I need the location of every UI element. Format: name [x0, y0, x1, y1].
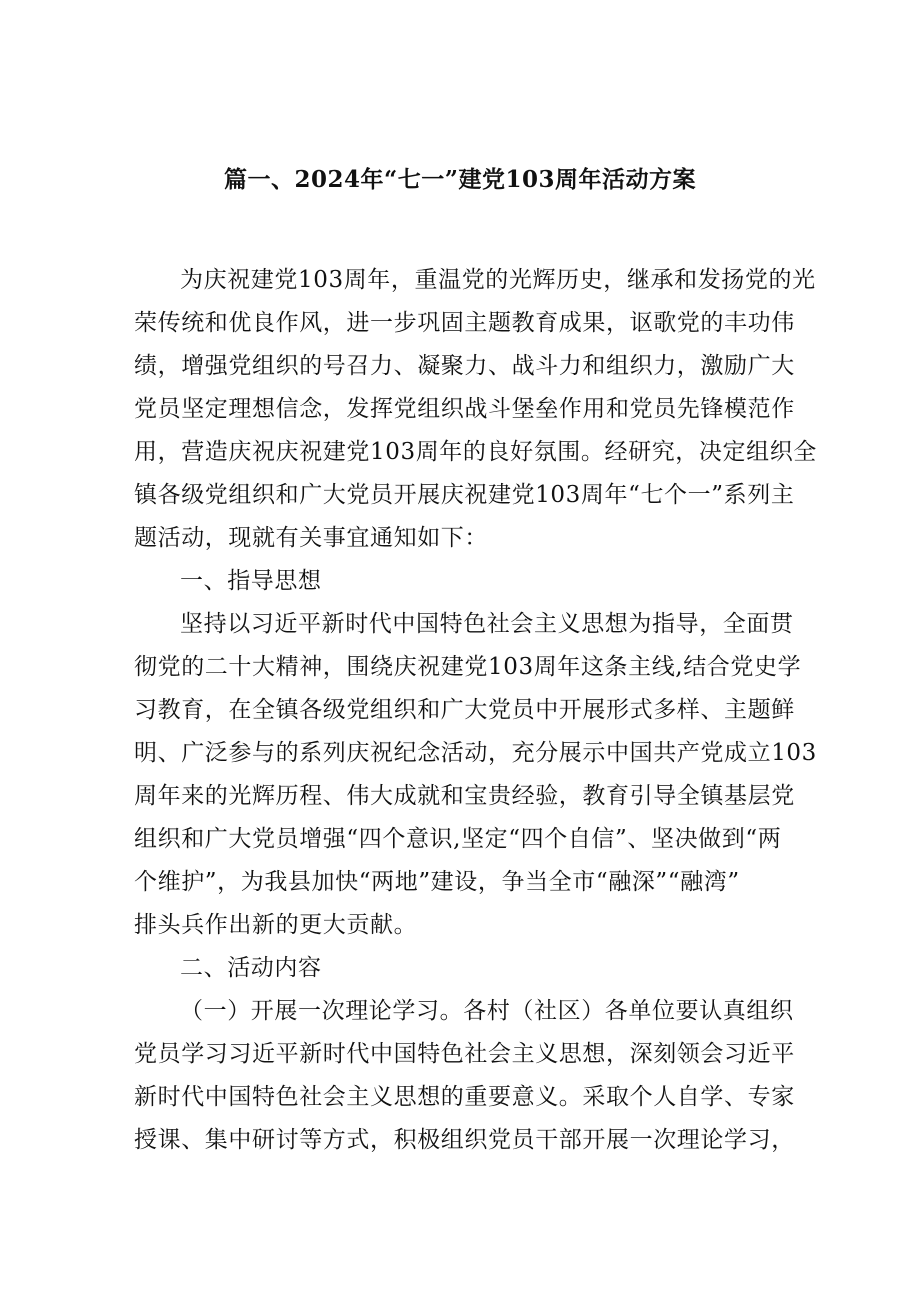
paragraph-line: 坚持以习近平新时代中国特色社会主义思想为指导，全面贯 — [180, 611, 794, 637]
paragraph-line: 习教育，在全镇各级党组织和广大党员中开展形式多样、主题鲜 — [134, 697, 795, 723]
section-heading: 一、指导思想 — [180, 568, 322, 594]
paragraph-line: 周年来的光辉历程、伟大成就和宝贵经验，教育引导全镇基层党 — [134, 783, 795, 809]
paragraph-line: 绩，增强党组织的号召力、凝聚力、战斗力和组织力，激励广大 — [134, 353, 795, 379]
paragraph-line: 题活动，现就有关事宜通知如下： — [134, 525, 488, 551]
paragraph-line: 排头兵作出新的更大贡献。 — [134, 912, 418, 938]
paragraph-line: 镇各级党组织和广大党员开展庆祝建党103周年“七个一”系列主 — [134, 482, 795, 508]
paragraph-line: 荣传统和优良作风，进一步巩固主题教育成果，讴歌党的丰功伟 — [134, 310, 795, 336]
document-title: 篇一、2024年“七一”建党103周年活动方案 — [224, 166, 696, 193]
paragraph-line: 新时代中国特色社会主义思想的重要意义。采取个人自学、专家 — [134, 1084, 795, 1110]
paragraph-line: 明、广泛参与的系列庆祝纪念活动，充分展示中国共产党成立103 — [134, 740, 817, 766]
paragraph-line: 彻党的二十大精神，围绕庆祝建党103周年这条主线,结合党史学 — [134, 654, 802, 680]
paragraph-line: 组织和广大党员增强“四个意识,坚定“四个自信”、坚决做到“两 — [134, 826, 782, 852]
paragraph-line: （一）开展一次理论学习。各村（社区）各单位要认真组织 — [180, 998, 794, 1024]
paragraph-line: 授课、集中研讨等方式，积极组织党员干部开展一次理论学习， — [134, 1127, 795, 1153]
section-heading: 二、活动内容 — [180, 955, 322, 981]
paragraph-line: 个维护”，为我县加快“两地”建设，争当全市“融深”“融湾” — [134, 869, 740, 895]
paragraph-line: 党员学习习近平新时代中国特色社会主义思想，深刻领会习近平 — [134, 1041, 795, 1067]
paragraph-line: 党员坚定理想信念，发挥党组织战斗堡垒作用和党员先锋模范作 — [134, 396, 795, 422]
paragraph-line: 用，营造庆祝庆祝建党103周年的良好氛围。经研究，决定组织全 — [134, 439, 817, 465]
paragraph-line: 为庆祝建党103周年，重温党的光辉历史，继承和发扬党的光 — [180, 267, 816, 293]
